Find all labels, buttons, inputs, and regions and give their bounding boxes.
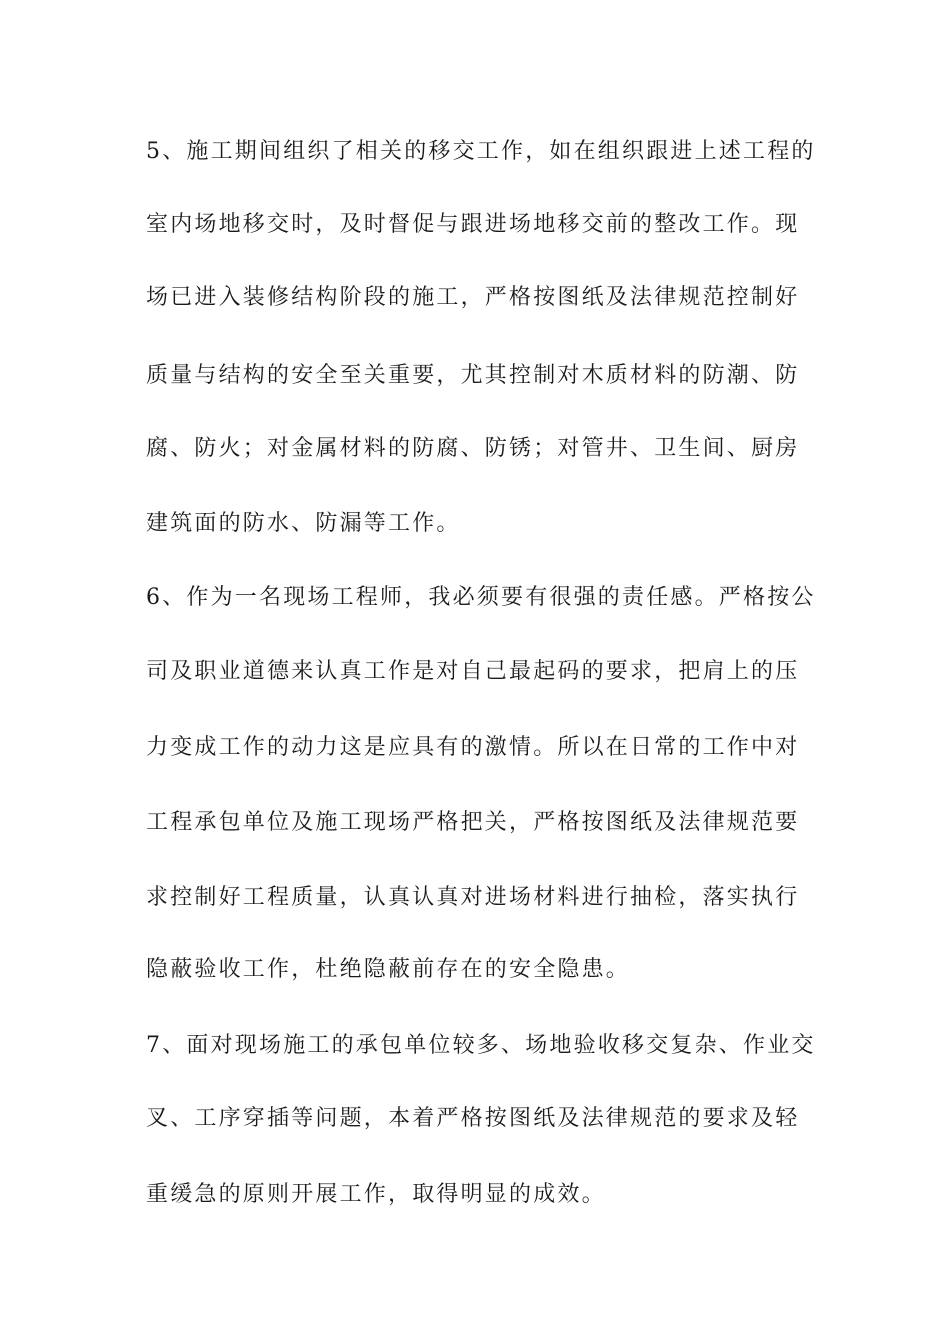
paragraph-6-line-3: 力变成工作的动力这是应具有的激情。所以在日常的工作中对 [146, 735, 800, 760]
paragraph-6-line-5: 求控制好工程质量，认真认真对进场材料进行抽检，落实执行 [146, 885, 800, 910]
paragraph-6-line-4: 工程承包单位及施工现场严格把关，严格按图纸及法律规范要 [146, 810, 800, 835]
paragraph-7-line-3: 重缓急的原则开展工作，取得明显的成效。 [146, 1182, 606, 1207]
paragraph-5-line-4: 质量与结构的安全至关重要，尤其控制对木质材料的防潮、防 [146, 363, 800, 388]
paragraph-7-line-1: 7、面对现场施工的承包单位较多、场地验收移交复杂、作业交 [146, 1033, 816, 1058]
paragraph-5-line-6: 建筑面的防水、防漏等工作。 [146, 511, 461, 536]
paragraph-6-line-1: 6、作为一名现场工程师，我必须要有很强的责任感。严格按公 [146, 585, 816, 610]
paragraph-6-line-2: 司及职业道德来认真工作是对自己最起码的要求，把肩上的压 [146, 659, 800, 684]
paragraph-7-line-2: 叉、工序穿插等问题，本着严格按图纸及法律规范的要求及轻 [146, 1106, 800, 1131]
paragraph-6-line-6: 隐蔽验收工作，杜绝隐蔽前存在的安全隐患。 [146, 957, 631, 982]
paragraph-5-line-1: 5、施工期间组织了相关的移交工作，如在组织跟进上述工程的 [146, 139, 816, 164]
paragraph-5-line-5: 腐、防火；对金属材料的防腐、防锈；对管井、卫生间、厨房 [146, 436, 800, 461]
paragraph-5-line-2: 室内场地移交时，及时督促与跟进场地移交前的整改工作。现 [146, 212, 800, 237]
paragraph-5-line-3: 场已进入装修结构阶段的施工，严格按图纸及法律规范控制好 [146, 285, 800, 310]
